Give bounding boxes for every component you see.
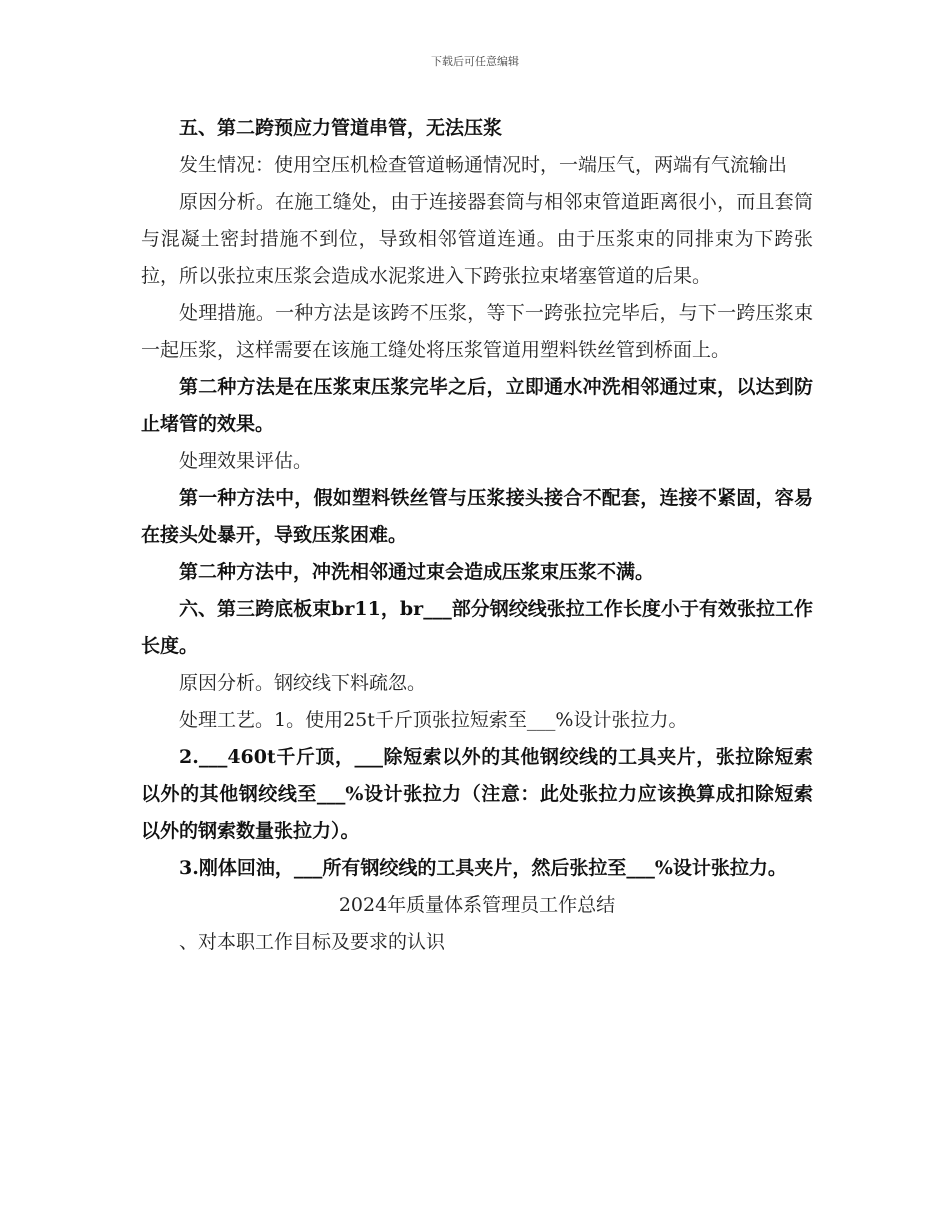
paragraph-second-method: 第二种方法是在压浆束压浆完毕之后，立即通水冲洗相邻通过束，以达到防止堵管的效果。	[141, 376, 813, 435]
paragraph-process-step-3: 3.刚体回油，___所有钢绞线的工具夹片，然后张拉至___%设计张拉力。	[179, 857, 787, 879]
paragraph-cause-analysis-2: 原因分析。钢绞线下料疏忽。	[179, 672, 427, 694]
document-body	[141, 110, 813, 961]
paragraph-effect-evaluation: 处理效果评估。	[179, 450, 313, 472]
page-header-note: 下载后可任意编辑	[431, 55, 519, 68]
paragraph-evaluation-method-2: 第二种方法中，冲洗相邻通过束会造成压浆束压浆不满。	[179, 561, 655, 583]
paragraph-process-step-1: 处理工艺。1。使用25t千斤顶张拉短索至___%设计张拉力。	[179, 709, 688, 731]
section-heading-6: 六、第三跨底板束br11，br___部分钢绞线张拉工作长度小于有效张拉工作长度。	[141, 598, 813, 657]
paragraph-process-step-2: 2.___460t千斤顶，___除短索以外的其他钢绞线的工具夹片，张拉除短索以外的其他钢绞线至___%设计张拉力（注意：此处张拉力应该换算成扣除短索以外的钢索数量张拉力）。	[141, 746, 813, 842]
paragraph-treatment-measures: 处理措施。一种方法是该跨不压浆，等下一跨张拉完毕后，与下一跨压浆束一起压浆，这样需要在该施工缝处将压浆管道用塑料铁丝管到桥面上。	[141, 302, 813, 361]
paragraph-occurrence: 发生情况：使用空压机检查管道畅通情况时，一端压气，两端有气流输出	[179, 154, 788, 176]
section-heading-5: 五、第二跨预应力管道串管，无法压浆	[179, 117, 503, 139]
paragraph-cause-analysis: 原因分析。在施工缝处，由于连接器套筒与相邻束管道距离很小，而且套筒与混凝土密封措施不到位，导致相邻管道连通。由于压浆束的同排束为下跨张拉，所以张拉束压浆会造成水泥浆进入下跨张拉束堵塞管道的后果。	[141, 191, 813, 287]
paragraph-evaluation-method-1: 第一种方法中，假如塑料铁丝管与压浆接头接合不配套，连接不紧固，容易在接头处暴开，导致压浆困难。	[141, 487, 813, 546]
summary-title: 2024年质量体系管理员工作总结	[338, 894, 616, 916]
summary-first-line: 、对本职工作目标及要求的认识	[179, 931, 446, 953]
